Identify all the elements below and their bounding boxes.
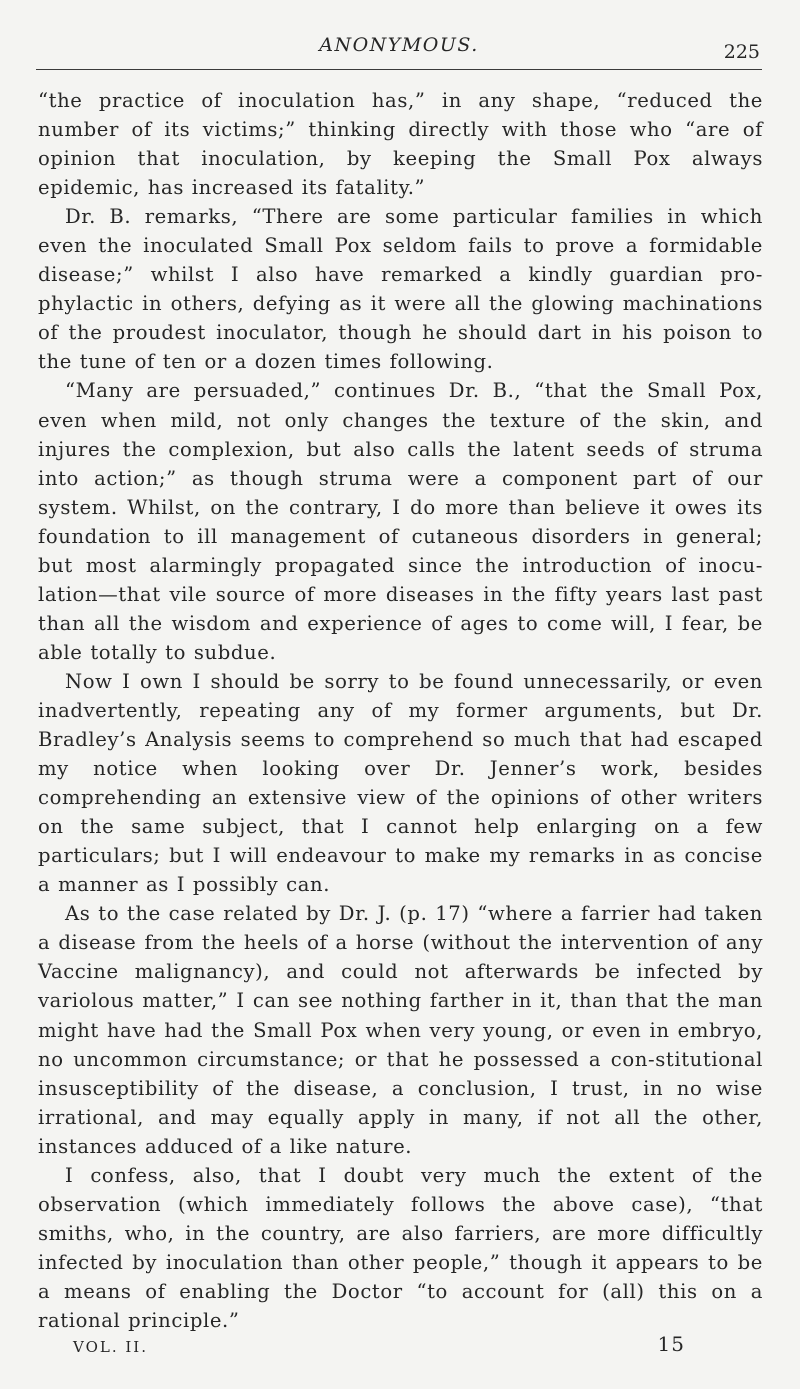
paragraph-continued: “the practice of inoculation has,” in any shape, “reduced the number of its victims;” thinking directly with those who “are of opinion that inoculation, by keeping the Small Pox always epidemic, has increased its fatality.” [38,89,763,200]
paragraph: Dr. B. remarks, “There are some particular families in which even the inoculated Small Pox seldom fails to prove a formidable disease;” whilst I also have remarked a kindly guardian pro-phylactic in others, defying as it were all the glowing machinations of the proudest inoculator, though he should dart in his poison to the tune of ten or a dozen times following. [38,205,763,374]
gathering-signature: 15 [657,1332,685,1356]
page-number: 225 [723,41,760,63]
paragraph: As to the case related by Dr. J. (p. 17) “where a farrier had taken a disease from the heels of a horse (without the intervention of any Vaccine malignancy), and could not afterwards be infected by variolous matter,” I can see nothing farther in it, than that the man might have had the Small Pox when very young, or even in embryo, no uncommon circumstance; or that he possessed a con-stitutional insusceptibility of the disease, a conclusion, I trust, in no wise irrational, and may equally apply in many, if not all the other, instances adduced of a like nature. [38,902,763,1158]
header-rule [36,69,762,70]
paragraph: Now I own I should be sorry to be found unnecessarily, or even inadvertently, repeating any of my former arguments, but Dr. Bradley’s Analysis seems to comprehend so much that had escaped my notice when looking over Dr. Jenner’s work, besides comprehending an extensive view of the opinions of other writers on the same subject, that I cannot help enlarging on a few particulars; but I will endeavour to make my remarks in as concise a manner as I possibly can. [38,669,763,897]
running-head: ANONYMOUS. [319,34,479,56]
paragraph: I confess, also, that I doubt very much the extent of the observation (which immediately follows the above case), “that smiths, who, in the country, are also farriers, are more difficultly infected by inoculation than other people,” though it appears to be a means of enabling the Doctor “to account for (all) this on a rational principle.” [38,1163,763,1332]
page-header [36,30,762,70]
volume-signature: VOL. II. [73,1338,148,1356]
body-text [38,86,763,1335]
page-footer [73,1332,689,1362]
paragraph: “Many are persuaded,” continues Dr. B., “that the Small Pox, even when mild, not only changes the texture of the skin, and injures the complexion, but also calls the latent seeds of struma into action;” as though struma were a component part of our system. Whilst, on the contrary, I do more than believe it owes its foundation to ill management of cutaneous disorders in general; but most alarmingly propagated since the introduction of inocu-lation—that vile source of more diseases in the fifty years last past than all the wisdom and experience of ages to come will, I fear, be able totally to subdue. [38,379,763,664]
